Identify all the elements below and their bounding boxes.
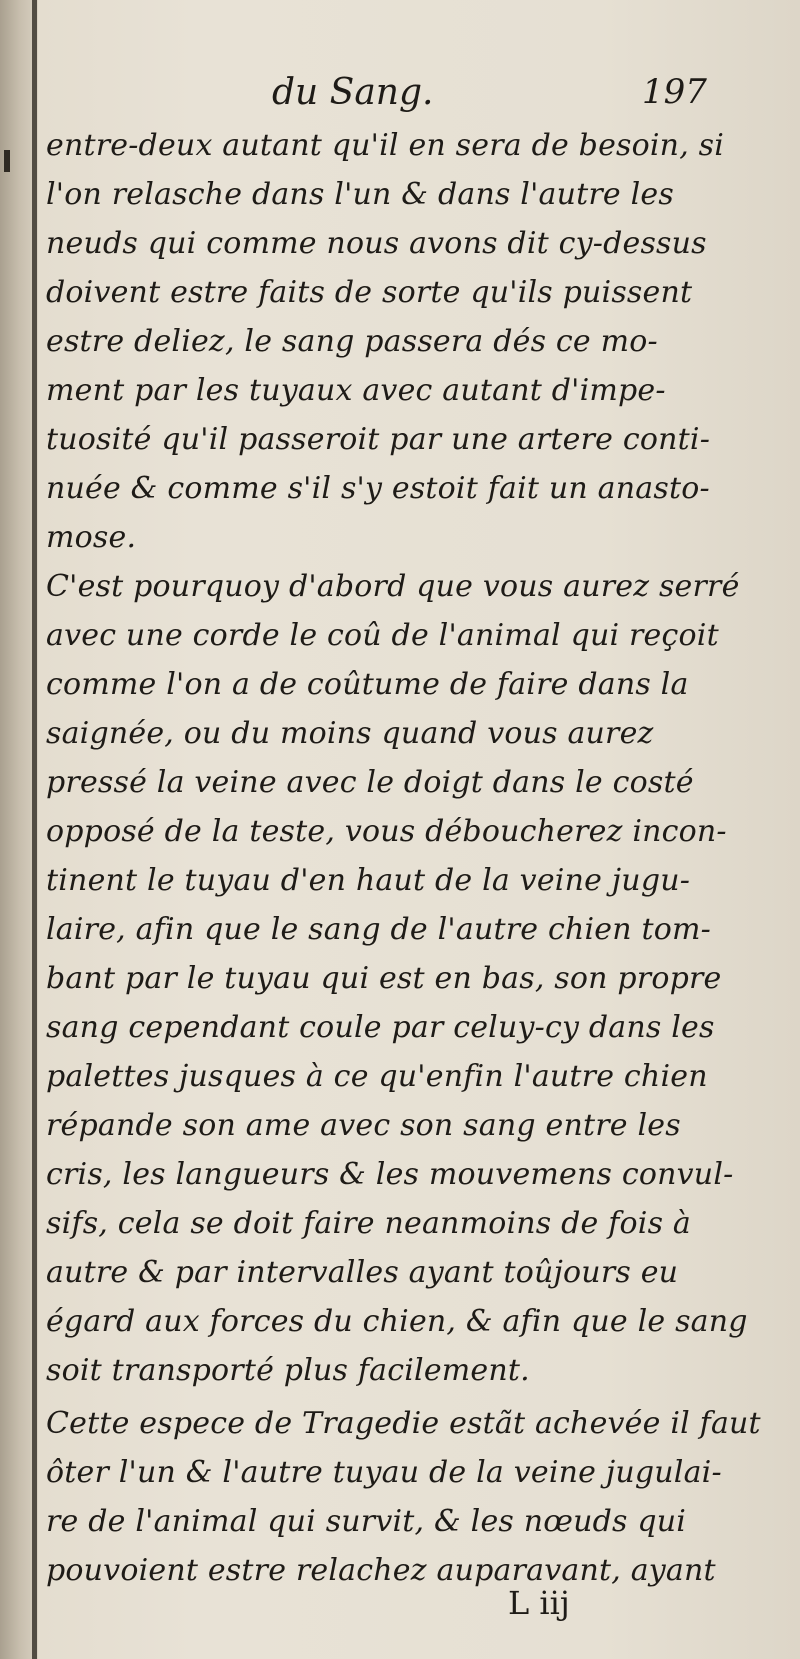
- text-line: l'on relasche dans l'un & dans l'autre les: [46, 177, 674, 212]
- text-line: comme l'on a de coûtume de faire dans la: [46, 667, 689, 702]
- text-line: sifs, cela se doit faire neanmoins de fois à: [46, 1206, 691, 1241]
- page-number: 197: [642, 72, 707, 112]
- signature-mark: L iij: [508, 1584, 570, 1622]
- text-line: doivent estre faits de sorte qu'ils puissent: [46, 275, 693, 310]
- text-line: avec une corde le coû de l'animal qui reçoit: [46, 618, 719, 653]
- text-line: nuée & comme s'il s'y estoit fait un anasto-: [46, 471, 710, 506]
- running-header: du Sang.: [272, 72, 434, 113]
- text-line: tinent le tuyau d'en haut de la veine jugu-: [46, 863, 691, 898]
- text-line: pouvoient estre relachez auparavant, ayant: [46, 1553, 716, 1588]
- text-line: Cette espece de Tragedie estãt achevée il faut: [46, 1406, 761, 1441]
- text-line: répande son ame avec son sang entre les: [46, 1108, 681, 1143]
- text-line: pressé la veine avec le doigt dans le costé: [46, 765, 694, 800]
- text-line: bant par le tuyau qui est en bas, son propre: [46, 961, 722, 996]
- text-line: opposé de la teste, vous déboucherez incon-: [46, 814, 727, 849]
- binding-edge: [32, 0, 37, 1659]
- text-line: C'est pourquoy d'abord que vous aurez serré: [46, 569, 740, 604]
- text-line: saignée, ou du moins quand vous aurez: [46, 716, 654, 751]
- text-line: laire, afin que le sang de l'autre chien tom-: [46, 912, 711, 947]
- text-line: entre-deux autant qu'il en sera de besoin, si: [46, 128, 725, 163]
- text-line: cris, les langueurs & les mouvemens convul-: [46, 1157, 734, 1192]
- text-line: autre & par intervalles ayant toûjours eu: [46, 1255, 679, 1290]
- text-line: neuds qui comme nous avons dit cy-dessus: [46, 226, 707, 261]
- text-line: soit transporté plus facilement.: [46, 1353, 530, 1388]
- text-line: re de l'animal qui survit, & les nœuds qui: [46, 1504, 687, 1539]
- text-line: ôter l'un & l'autre tuyau de la veine jugulai-: [46, 1455, 722, 1490]
- margin-mark: [4, 150, 10, 172]
- text-line: tuosité qu'il passeroit par une artere conti-: [46, 422, 711, 457]
- text-line: sang cependant coule par celuy-cy dans les: [46, 1010, 715, 1045]
- text-line: palettes jusques à ce qu'enfin l'autre chien: [46, 1059, 708, 1094]
- text-line: égard aux forces du chien, & afin que le sang: [46, 1304, 748, 1339]
- text-line: mose.: [46, 520, 137, 555]
- text-line: estre deliez, le sang passera dés ce mo-: [46, 324, 658, 359]
- text-line: ment par les tuyaux avec autant d'impe-: [46, 373, 666, 408]
